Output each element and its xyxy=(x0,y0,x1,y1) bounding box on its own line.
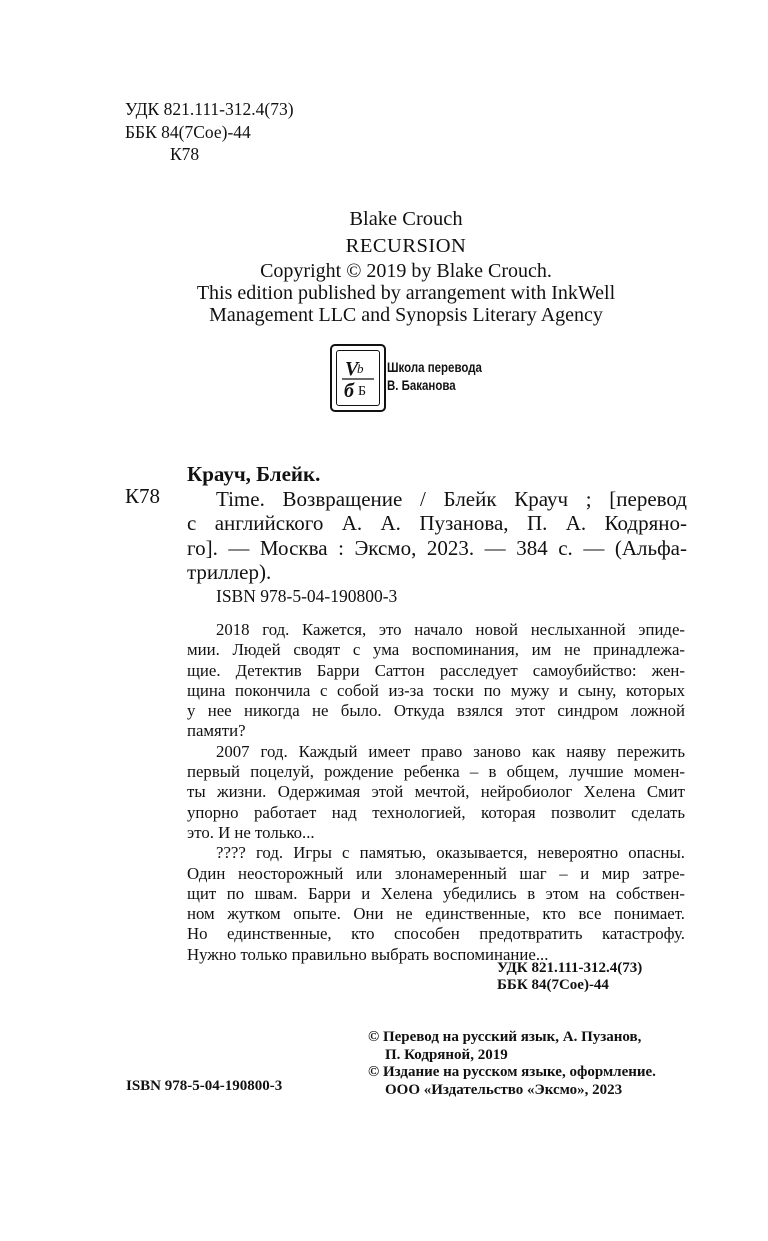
entry-line: Time. Возвращение / Блейк Крауч ; [перевод xyxy=(216,486,687,511)
bibliographic-entry xyxy=(187,462,687,585)
bbk-code: ББК 84(7Сое)-44 xyxy=(125,121,251,142)
annotation-line: первый поцелуй, рождение ребенка – в общем, лучшие момен- xyxy=(187,762,685,782)
original-edition-block xyxy=(0,206,768,326)
annotation xyxy=(187,620,685,965)
copyright-block xyxy=(368,1029,656,1099)
edition-note-line1: This edition published by arrangement with InkWell xyxy=(196,282,616,304)
vb-school-logo-icon xyxy=(330,344,386,412)
svg-text:Б: Б xyxy=(358,384,367,399)
classification-block xyxy=(125,98,294,166)
annotation-line: Но единственные, кто способен предотвратить катастрофу. xyxy=(187,924,685,944)
svg-text:б: б xyxy=(344,380,354,402)
entry-author: Крауч, Блейк. xyxy=(187,462,321,486)
logo-caption-line1: Школа перевода xyxy=(387,359,482,375)
copyright-line: ООО «Издательство «Эксмо», 2023 xyxy=(385,1081,623,1098)
edition-note-line2: Management LLC and Synopsis Literary Agency xyxy=(209,304,603,326)
original-author: Blake Crouch xyxy=(349,208,463,230)
udk-code: УДК 821.111-312.4(73) xyxy=(125,99,294,119)
annotation-line: у нее никогда не было. Откуда взялся этот синдром ложной xyxy=(187,701,685,721)
annotation-line: это. И не только... xyxy=(187,822,315,842)
annotation-line: Один неосторожный или злонамеренный шаг – и мир затре- xyxy=(187,863,685,883)
logo-caption xyxy=(387,358,482,394)
annotation-line: ном жутком опыте. Они не единственные, кто все понимает. xyxy=(187,904,685,924)
copyright-line: П. Кодряной, 2019 xyxy=(385,1046,508,1063)
footer-isbn: ISBN 978-5-04-190800-3 xyxy=(126,1078,283,1094)
annotation-line: щие. Детектив Барри Саттон расследует самоубийство: жен- xyxy=(187,660,685,680)
annotation-line: упорно работает над технологией, которая позволит сделать xyxy=(187,802,685,822)
annotation-line: мии. Людей сводят с ума воспоминания, им не принадлежа- xyxy=(187,640,685,660)
copyright-line: © Издание на русском языке, оформление. xyxy=(368,1064,656,1080)
logo-caption-line2: В. Баканова xyxy=(387,377,456,393)
original-title: RECURSION xyxy=(345,235,467,257)
entry-isbn: ISBN 978-5-04-190800-3 xyxy=(216,586,398,606)
footer-bbk: ББК 84(7Сое)-44 xyxy=(497,977,609,993)
annotation-line: ты жизни. Одержимая этой мечтой, нейробиолог Хелена Смит xyxy=(187,782,685,802)
annotation-line: щит по швам. Барри и Хелена убедились в этом на собствен- xyxy=(187,883,685,903)
entry-line: с английского А. А. Пузанова, П. А. Кодряно- xyxy=(187,511,687,535)
author-mark: К78 xyxy=(170,144,200,164)
annotation-line: памяти? xyxy=(187,721,246,741)
annotation-line: ???? год. Игры с памятью, оказывается, невероятно опасны. xyxy=(216,843,685,863)
entry-author-mark: К78 xyxy=(125,484,161,508)
entry-line: го]. — Москва : Эксмо, 2023. — 384 с. — (Альфа- xyxy=(187,535,687,560)
footer-udk: УДК 821.111-312.4(73) xyxy=(497,960,643,976)
annotation-line: щина покончила с собой из-за тоски по мужу и сыну, которых xyxy=(187,680,685,700)
annotation-line: Нужно только правильно выбрать воспоминание... xyxy=(187,944,549,964)
annotation-line: 2007 год. Каждый имеет право заново как наяву пережить xyxy=(216,741,685,761)
entry-line: триллер). xyxy=(187,560,272,584)
svg-text:b: b xyxy=(357,361,364,376)
original-copyright: Copyright © 2019 by Blake Crouch. xyxy=(260,260,552,282)
copyright-line: © Перевод на русский язык, А. Пузанов, xyxy=(368,1029,642,1045)
footer-classification xyxy=(497,960,642,994)
annotation-line: 2018 год. Кажется, это начало новой неслыханной эпиде- xyxy=(216,620,685,639)
svg-text:V: V xyxy=(345,358,359,380)
